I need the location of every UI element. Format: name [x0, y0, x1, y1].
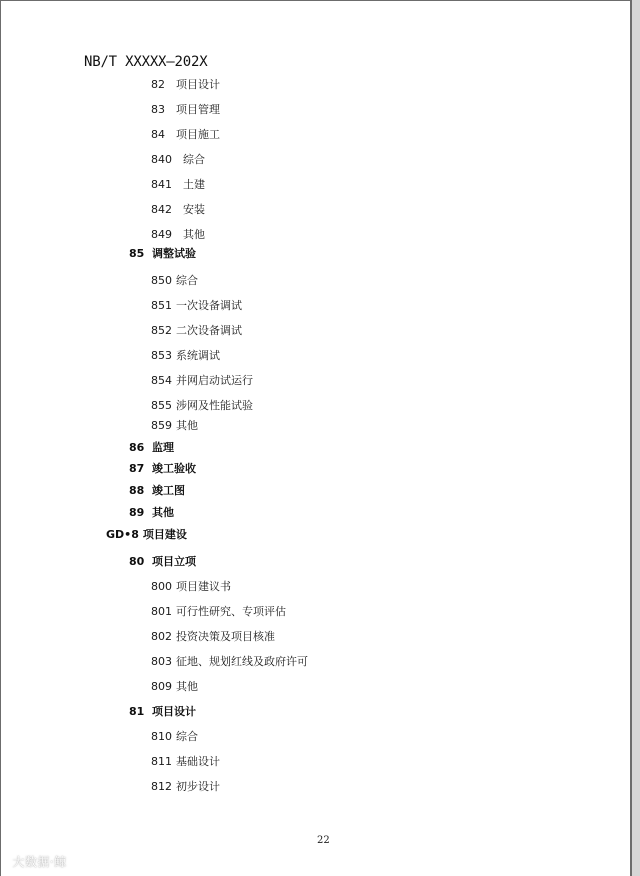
list-item-842 [151, 204, 205, 216]
section-heading-80 [129, 556, 196, 568]
item-code: 802 [151, 630, 172, 643]
item-label: 项目设计 [176, 78, 220, 91]
section-label: 项目设计 [152, 705, 196, 718]
item-label: 初步设计 [176, 780, 220, 793]
list-item-84 [151, 129, 220, 141]
section-label: 竣工验收 [152, 462, 196, 475]
item-label: 其他 [176, 419, 198, 432]
item-label: 其他 [183, 228, 205, 241]
list-item-82 [151, 79, 220, 91]
section-code: 88 [129, 484, 145, 497]
item-code: 811 [151, 755, 172, 768]
item-label: 综合 [183, 153, 205, 166]
list-item-851 [151, 300, 242, 312]
list-item-853 [151, 350, 220, 362]
list-item-802 [151, 631, 275, 643]
section-code: 89 [129, 506, 145, 519]
list-item-803 [151, 656, 308, 668]
item-code: 812 [151, 780, 172, 793]
item-label: 投资决策及项目核准 [176, 630, 275, 643]
item-code: 853 [151, 349, 172, 362]
item-code: 810 [151, 730, 172, 743]
item-label: 基础设计 [176, 755, 220, 768]
item-code: 801 [151, 605, 172, 618]
item-code: 84 [151, 128, 165, 141]
category-heading-gd8 [106, 529, 187, 541]
item-code: 841 [151, 178, 172, 191]
section-label: 调整试验 [152, 247, 196, 260]
item-label: 涉网及性能试验 [176, 399, 253, 412]
item-label: 系统调试 [176, 349, 220, 362]
standard-code-header: NB/T XXXXX—202X [84, 54, 208, 70]
list-item-811 [151, 756, 220, 768]
section-label: 其他 [152, 506, 174, 519]
item-label: 征地、规划红线及政府许可 [176, 655, 308, 668]
section-heading-81 [129, 706, 196, 718]
page-edge-shadow [632, 0, 640, 876]
section-code: 87 [129, 462, 145, 475]
list-item-854 [151, 375, 253, 387]
item-code: 83 [151, 103, 165, 116]
item-label: 项目施工 [176, 128, 220, 141]
item-code: 852 [151, 324, 172, 337]
list-item-852 [151, 325, 242, 337]
item-code: 840 [151, 153, 172, 166]
item-label: 综合 [176, 730, 198, 743]
item-code: 82 [151, 78, 165, 91]
item-label: 一次设备调试 [176, 299, 242, 312]
item-label: 土建 [183, 178, 205, 191]
list-item-800 [151, 581, 231, 593]
section-code: 86 [129, 441, 145, 454]
section-label: 项目立项 [152, 555, 196, 568]
page-number: 22 [317, 835, 330, 846]
item-label: 其他 [176, 680, 198, 693]
watermark-logo: 大数据·鲸 [8, 855, 67, 869]
item-code: 850 [151, 274, 172, 287]
item-label: 可行性研究、专项评估 [176, 605, 286, 618]
item-code: 809 [151, 680, 172, 693]
item-label: 综合 [176, 274, 198, 287]
section-code: 85 [129, 247, 145, 260]
section-label: 竣工图 [152, 484, 185, 497]
item-label: 项目建议书 [176, 580, 231, 593]
category-label: 项目建设 [142, 528, 187, 541]
list-item-812 [151, 781, 220, 793]
section-heading-85 [129, 248, 196, 260]
section-heading-88 [129, 485, 185, 497]
item-code: 849 [151, 228, 172, 241]
section-heading-86 [129, 442, 174, 454]
item-code: 859 [151, 419, 172, 432]
list-item-855 [151, 400, 253, 412]
item-code: 842 [151, 203, 172, 216]
item-code: 800 [151, 580, 172, 593]
item-code: 803 [151, 655, 172, 668]
section-heading-89 [129, 507, 174, 519]
section-code: 80 [129, 555, 145, 568]
list-item-841 [151, 179, 205, 191]
section-heading-87 [129, 463, 196, 475]
item-code: 855 [151, 399, 172, 412]
item-code: 854 [151, 374, 172, 387]
item-code: 851 [151, 299, 172, 312]
section-code: 81 [129, 705, 145, 718]
item-label: 并网启动试运行 [176, 374, 253, 387]
list-item-849 [151, 229, 205, 241]
item-label: 二次设备调试 [176, 324, 242, 337]
section-label: 监理 [152, 441, 174, 454]
category-code: GD•8 [106, 528, 139, 541]
list-item-809 [151, 681, 198, 693]
list-item-859 [151, 420, 198, 432]
list-item-801 [151, 606, 286, 618]
item-label: 项目管理 [176, 103, 220, 116]
list-item-840 [151, 154, 205, 166]
list-item-810 [151, 731, 198, 743]
item-label: 安装 [183, 203, 205, 216]
list-item-83 [151, 104, 220, 116]
list-item-850 [151, 275, 198, 287]
